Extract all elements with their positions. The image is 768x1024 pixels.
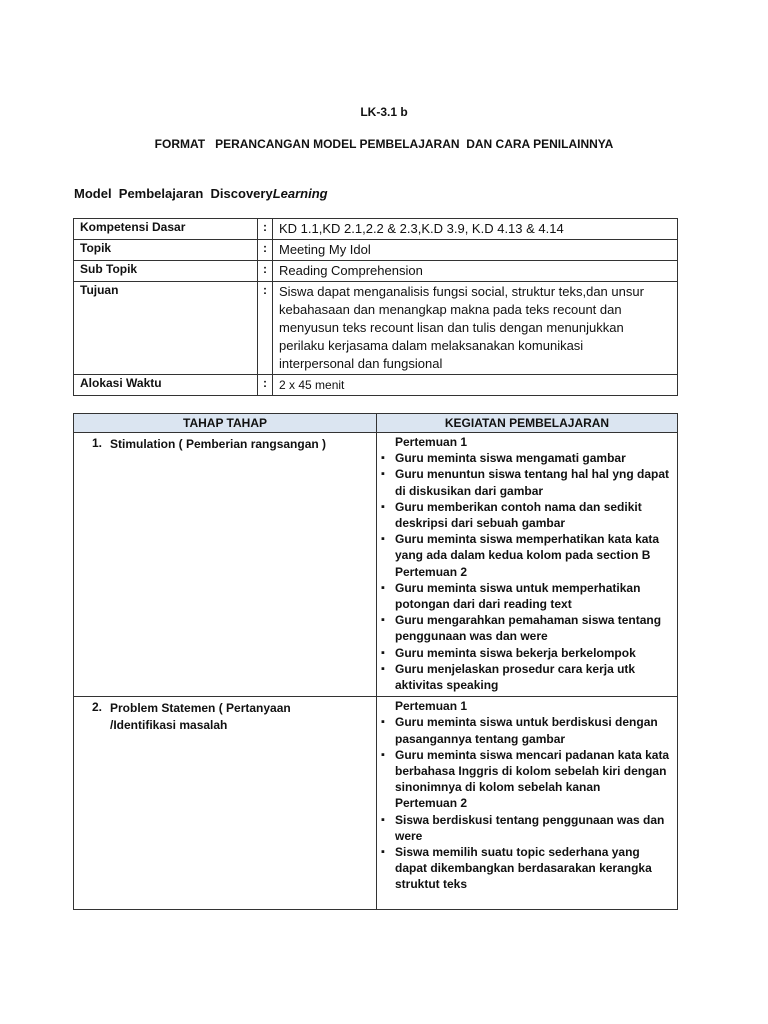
info-colon: : xyxy=(258,240,273,261)
activity-item: ▪ Guru mengarahkan pemahaman siswa tentang penggunaan was dan were xyxy=(381,612,673,644)
info-label: Tujuan xyxy=(74,282,258,375)
info-colon: : xyxy=(258,219,273,240)
info-row xyxy=(74,240,678,261)
meeting-label: Pertemuan 2 xyxy=(395,564,468,579)
tujuan-line: kebahasaan dan menangkap makna pada teks recount dan xyxy=(279,302,622,317)
info-row xyxy=(74,282,678,375)
info-value: Meeting My Idol xyxy=(273,240,678,261)
info-value: 2 x 45 menit xyxy=(273,375,678,396)
meeting-label: Pertemuan 1 xyxy=(395,699,468,714)
stage-name: Problem Statemen ( Pertanyaan /Identifikasi masalah xyxy=(110,701,291,733)
header-activities: KEGIATAN PEMBELAJARAN xyxy=(377,414,678,433)
activity-list xyxy=(381,580,673,693)
stage-cell xyxy=(74,433,377,697)
document-code: LK-3.1 b xyxy=(360,105,408,119)
info-row xyxy=(74,219,678,240)
model-suffix: Learning xyxy=(272,186,328,201)
stage-number: 1. xyxy=(91,436,102,450)
activities-cell xyxy=(377,433,678,697)
activity-row xyxy=(74,433,678,697)
activity-item: ▪ Guru meminta siswa mencari padanan kata kata berbahasa Inggris di kolom sebelah kiri dengan sinonimnya di kolom sebelah kanan xyxy=(381,747,673,796)
activity-list xyxy=(381,450,673,563)
header-stage: TAHAP TAHAP xyxy=(74,414,377,433)
meeting-label: Pertemuan 1 xyxy=(395,435,468,449)
activity-item: ▪ Siswa memilih suatu topic sederhana yang dapat dikembangkan berdasarakan kerangka struktut teks xyxy=(381,844,673,893)
info-table xyxy=(73,218,678,396)
stage-cell xyxy=(74,697,377,909)
info-row xyxy=(74,261,678,282)
tujuan-line: menyusun teks recount lisan dan tulis dengan menunjukkan xyxy=(279,320,624,335)
activity-item: ▪ Guru memberikan contoh nama dan sedikit deskripsi dari sebuah gambar xyxy=(381,499,673,531)
activities-cell xyxy=(377,697,678,909)
tujuan-line: perilaku kerjasama dalam melaksanakan komunikasi xyxy=(279,338,584,353)
info-label: Kompetensi Dasar xyxy=(74,219,258,240)
info-label: Topik xyxy=(74,240,258,261)
activity-item: ▪ Guru menjelaskan prosedur cara kerja utk aktivitas speaking xyxy=(381,661,673,693)
activity-item: ▪ Guru meminta siswa mengamati gambar xyxy=(381,450,673,466)
info-colon: : xyxy=(258,261,273,282)
tujuan-line: Siswa dapat menganalisis fungsi social, struktur teks,dan unsur xyxy=(279,284,644,299)
activity-item: ▪ Guru menuntun siswa tentang hal hal yng dapat di diskusikan dari gambar xyxy=(381,466,673,498)
activity-item: ▪ Guru meminta siswa memperhatikan kata kata yang ada dalam kedua kolom pada section B xyxy=(381,531,673,563)
activity-list xyxy=(381,714,673,795)
stage-number: 2. xyxy=(91,700,102,715)
meeting-label: Pertemuan 2 xyxy=(395,796,468,811)
info-colon: : xyxy=(258,282,273,375)
info-colon: : xyxy=(258,375,273,396)
info-value: Reading Comprehension xyxy=(273,261,678,282)
info-value: KD 1.1,KD 2.1,2.2 & 2.3,K.D 3.9, K.D 4.13 & 4.14 xyxy=(273,219,678,240)
info-label: Alokasi Waktu xyxy=(74,375,258,396)
stage-name: Stimulation ( Pemberian rangsangan ) xyxy=(110,437,327,451)
activity-item: ▪ Guru meminta siswa untuk memperhatikan potongan dari dari reading text xyxy=(381,580,673,612)
activity-header-row xyxy=(74,414,678,433)
document-title: FORMAT PERANCANGAN MODEL PEMBELAJARAN DAN CARA PENILAINNYA xyxy=(154,137,614,151)
model-prefix: Model Pembelajaran Discovery xyxy=(74,186,273,201)
activity-item: ▪ Guru meminta siswa untuk berdiskusi dengan pasangannya tentang gambar xyxy=(381,714,673,746)
info-label: Sub Topik xyxy=(74,261,258,282)
activity-item: ▪ Guru meminta siswa bekerja berkelompok xyxy=(381,645,673,661)
activity-row xyxy=(74,697,678,909)
activity-list xyxy=(381,812,673,893)
model-line xyxy=(74,186,328,201)
info-value-tujuan xyxy=(273,282,678,375)
info-row xyxy=(74,375,678,396)
tujuan-line: interpersonal dan fungsional xyxy=(279,356,443,371)
activity-table xyxy=(73,413,678,910)
activity-item: ▪ Siswa berdiskusi tentang penggunaan was dan were xyxy=(381,812,673,844)
